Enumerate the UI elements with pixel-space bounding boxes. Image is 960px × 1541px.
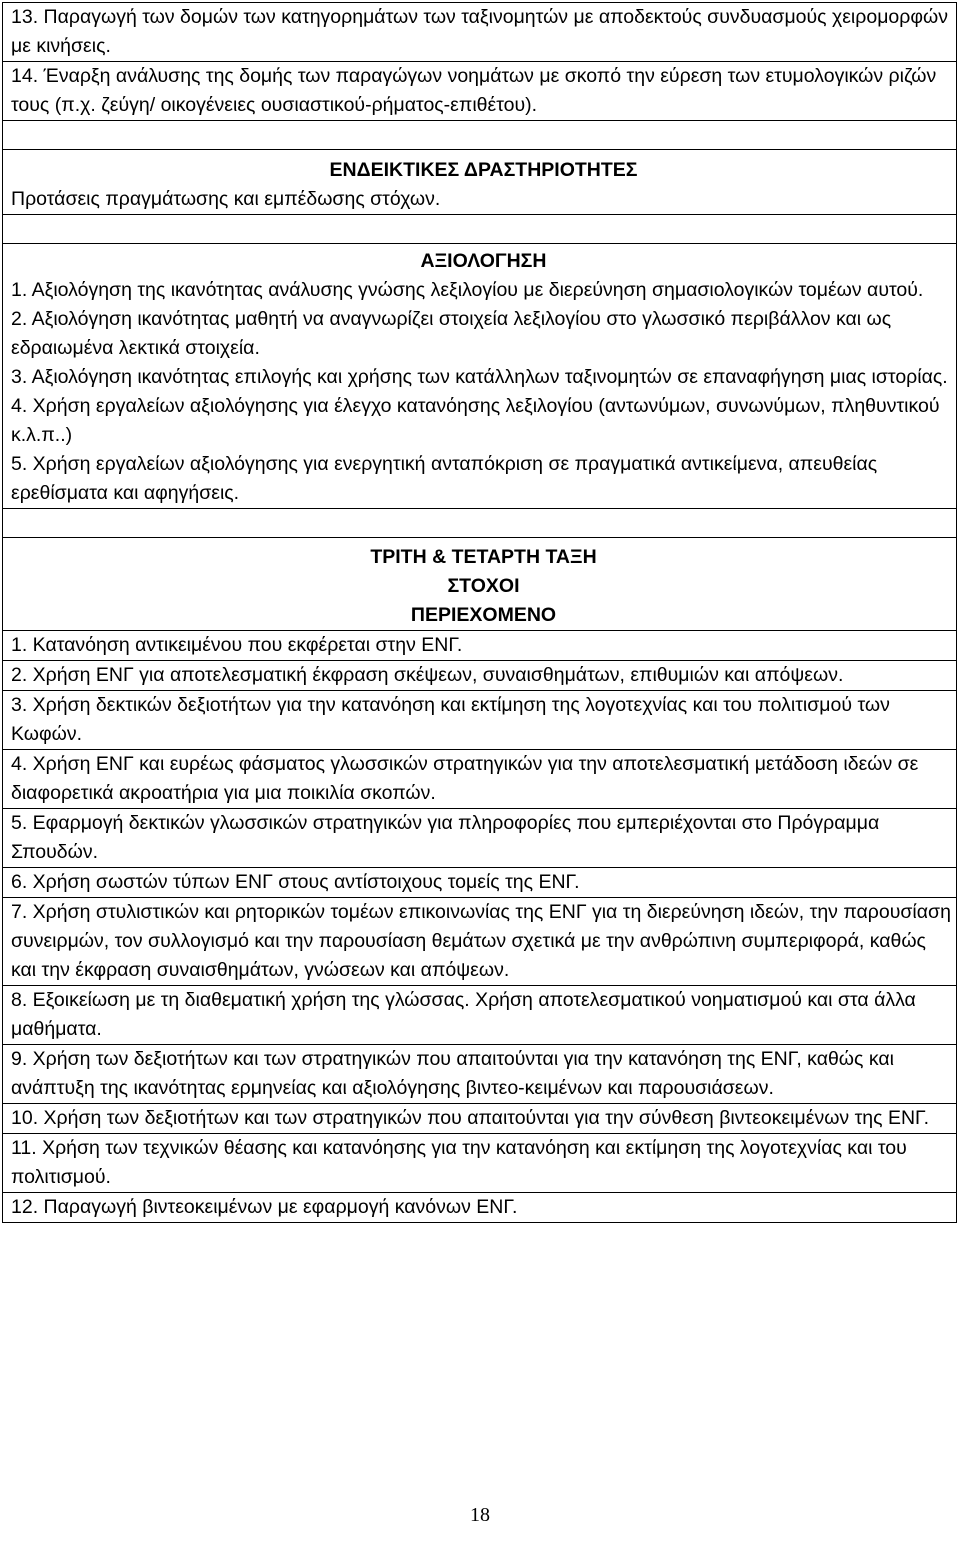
evaluation-item-2: 2. Αξιολόγηση ικανότητας μαθητή να αναγνωρίζει στοιχεία λεξιλογίου στο γλωσσικό περιβάλλον και ως εδραιωμένα λεκτικά στοιχεία. [11,308,892,359]
table-row [3,1045,957,1104]
empty-row [3,215,957,244]
table-row [3,631,957,661]
table-row [3,750,957,809]
curriculum-table [2,2,957,1223]
content-heading: ΠΕΡΙΕΧΟΜΕΝΟ [410,604,557,626]
table-row [3,868,957,898]
evaluation-heading: ΑΞΙΟΛΟΓΗΣΗ [420,250,547,272]
empty-row [3,121,957,150]
table-row [3,809,957,868]
table-row [3,509,957,538]
table-row [3,62,957,121]
content-item-3: 3. Χρήση δεκτικών δεξιοτήτων για την κατανόηση και εκτίμηση της λογοτεχνίας και του πολιτισμού των Κωφών. [3,691,957,750]
empty-row [3,509,957,538]
table-row [3,1193,957,1223]
content-item-7: 7. Χρήση στυλιστικών και ρητορικών τομέων επικοινωνίας της ΕΝΓ για τη διερεύνηση ιδεών, την παρουσίαση συνειρμών, τον συλλογισμό και την παρουσίαση θεμάτων σχετικά με την ανθρώπινη συμπεριφορά, καθώς και την έκφραση συναισθημάτων, γνώσεων και απόψεων. [3,898,957,986]
content-item-12: 12. Παραγωγή βιντεοκειμένων με εφαρμογή κανόνων ΕΝΓ. [3,1193,957,1223]
grade-title: ΤΡΙΤΗ & ΤΕΤΑΡΤΗ ΤΑΞΗ [370,546,597,568]
activities-cell [3,150,957,215]
table-row [3,898,957,986]
table-row [3,215,957,244]
evaluation-item-1: 1. Αξιολόγηση της ικανότητας ανάλυσης γνώσης λεξιλογίου με διερεύνηση σημασιολογικών τομέων αυτού. [11,279,924,301]
table-row [3,3,957,62]
activities-heading: ΕΝΔΕΙΚΤΙΚΕΣ ΔΡΑΣΤΗΡΙΟΤΗΤΕΣ [329,159,638,181]
content-item-10: 10. Χρήση των δεξιοτήτων και των στρατηγικών που απαιτούνται για την σύνθεση βιντεοκειμένων της ΕΝΓ. [3,1104,957,1134]
content-item-6: 6. Χρήση σωστών τύπων ΕΝΓ στους αντίστοιχους τομείς της ΕΝΓ. [3,868,957,898]
content-item-4: 4. Χρήση ΕΝΓ και ευρέως φάσματος γλωσσικών στρατηγικών για την αποτελεσματική μετάδοση ιδεών σε διαφορετικά ακροατήρια για μια ποικιλία σκοπών. [3,750,957,809]
page-number: 18 [470,1504,490,1526]
goal-item-14: 14. Έναρξη ανάλυσης της δομής των παραγώγων νοημάτων με σκοπό την εύρεση των ετυμολογικών ριζών τους (π.χ. ζεύγη/ οικογένειες ουσιαστικού-ρήματος-επιθέτου). [3,62,957,121]
content-item-9: 9. Χρήση των δεξιοτήτων και των στρατηγικών που απαιτούνται για την κατανόηση της ΕΝΓ, καθώς και ανάπτυξη της ικανότητας ερμηνείας και αξιολόγησης βιντεο-κειμένων και παρουσιάσεων. [3,1045,957,1104]
table-row [3,661,957,691]
content-item-2: 2. Χρήση ΕΝΓ για αποτελεσματική έκφραση σκέψεων, συναισθημάτων, επιθυμιών και απόψεων. [3,661,957,691]
table-row [3,150,957,215]
table-row [3,986,957,1045]
evaluation-item-4: 4. Χρήση εργαλείων αξιολόγησης για έλεγχο κατανόησης λεξιλογίου (αντωνύμων, συνωνύμων, πληθυντικού κ.λ.π..) [11,395,940,446]
content-item-5: 5. Εφαρμογή δεκτικών γλωσσικών στρατηγικών για πληροφορίες που εμπεριέχονται στο Πρόγραμμα Σπουδών. [3,809,957,868]
content-item-11: 11. Χρήση των τεχνικών θέασης και κατανόησης για την κατανόηση και εκτίμηση της λογοτεχνίας και του πολιτισμού. [3,1134,957,1193]
evaluation-item-3: 3. Αξιολόγηση ικανότητας επιλογής και χρήσης των κατάλληλων ταξινομητών σε επαναφήγηση μιας ιστορίας. [11,366,948,388]
table-row [3,244,957,509]
grade-heading-cell [3,538,957,631]
activities-text: Προτάσεις πραγμάτωσης και εμπέδωσης στόχων. [11,188,441,210]
content-item-8: 8. Εξοικείωση με τη διαθεματική χρήση της γλώσσας. Χρήση αποτελεσματικού νοηματισμού και στα άλλα μαθήματα. [3,986,957,1045]
table-row [3,691,957,750]
evaluation-item-5: 5. Χρήση εργαλείων αξιολόγησης για ενεργητική ανταπόκριση σε πραγματικά αντικείμενα, απευθείας ερεθίσματα και αφηγήσεις. [11,453,878,504]
goal-item-13: 13. Παραγωγή των δομών των κατηγορημάτων των ταξινομητών με αποδεκτούς συνδυασμούς χειρομορφών με κινήσεις. [3,3,957,62]
goals-heading: ΣΤΟΧΟΙ [447,575,520,597]
table-row [3,1104,957,1134]
evaluation-cell [3,244,957,509]
table-row [3,121,957,150]
content-item-1: 1. Κατανόηση αντικειμένου που εκφέρεται στην ΕΝΓ. [3,631,957,661]
table-row [3,1134,957,1193]
table-row [3,538,957,631]
